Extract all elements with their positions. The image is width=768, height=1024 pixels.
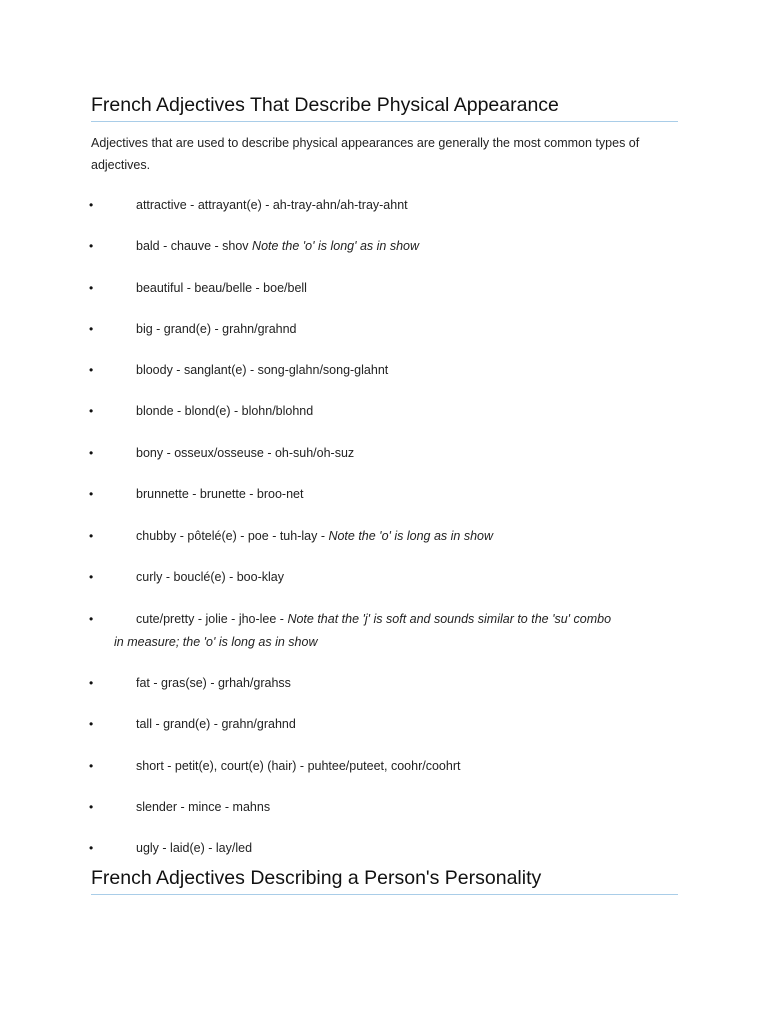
list-item-text: brunnette - brunette - broo-net	[136, 487, 304, 501]
bullet-icon: •	[89, 570, 94, 584]
list-item-text: blonde - blond(e) - blohn/blohnd	[136, 404, 314, 418]
list-item-text: beautiful - beau/belle - boe/bell	[136, 281, 307, 295]
section-heading-personality: French Adjectives Describing a Person's Personality	[91, 866, 678, 895]
bullet-icon: •	[89, 717, 94, 731]
bullet-icon: •	[89, 612, 94, 626]
list-item-text: big - grand(e) - grahn/grahnd	[136, 322, 297, 336]
list-item-text: ugly - laid(e) - lay/led	[136, 841, 253, 855]
list-item-text: bony - osseux/osseuse - oh-suh/oh-suz	[136, 446, 355, 460]
pronunciation-note: Note that the 'j' is soft and sounds similar to the 'su' combo	[287, 612, 612, 626]
bullet-icon: •	[89, 487, 94, 501]
bullet-icon: •	[89, 676, 94, 690]
list-item-text: cute/pretty - jolie - jho-lee - Note that the 'j' is soft and sounds similar to the 'su' combo	[136, 612, 612, 626]
bullet-icon: •	[89, 363, 94, 377]
list-item-text: chubby - pôtelé(e) - poe - tuh-lay - Note the 'o' is long as in show	[136, 529, 494, 543]
bullet-icon: •	[89, 404, 94, 418]
list-item-text: attractive - attrayant(e) - ah-tray-ahn/ah-tray-ahnt	[136, 198, 408, 212]
pronunciation-note-continuation: in measure; the 'o' is long as in show	[114, 635, 318, 649]
list-item-text: bald - chauve - shov Note the 'o' is long' as in show	[136, 239, 420, 253]
bullet-icon: •	[89, 841, 94, 855]
section-heading-physical-appearance: French Adjectives That Describe Physical Appearance	[91, 93, 678, 122]
bullet-icon: •	[89, 446, 94, 460]
list-item-text: short - petit(e), court(e) (hair) - puhtee/puteet, coohr/coohrt	[136, 759, 461, 773]
bullet-icon: •	[89, 322, 94, 336]
bullet-icon: •	[89, 759, 94, 773]
bullet-icon: •	[89, 281, 94, 295]
pronunciation-note: Note the 'o' is long' as in show	[252, 239, 420, 253]
bullet-icon: •	[89, 800, 94, 814]
list-item-text: slender - mince - mahns	[136, 800, 271, 814]
list-item-text: fat - gras(se) - grhah/grahss	[136, 676, 291, 690]
bullet-icon: •	[89, 198, 94, 212]
list-item-text: tall - grand(e) - grahn/grahnd	[136, 717, 296, 731]
intro-paragraph: Adjectives that are used to describe physical appearances are generally the most common types of adjectives.	[91, 136, 640, 172]
bullet-icon: •	[89, 529, 94, 543]
bullet-icon: •	[89, 239, 94, 253]
pronunciation-note: Note the 'o' is long as in show	[328, 529, 494, 543]
list-item-text: bloody - sanglant(e) - song-glahn/song-glahnt	[136, 363, 389, 377]
list-item-text: curly - bouclé(e) - boo-klay	[136, 570, 284, 584]
